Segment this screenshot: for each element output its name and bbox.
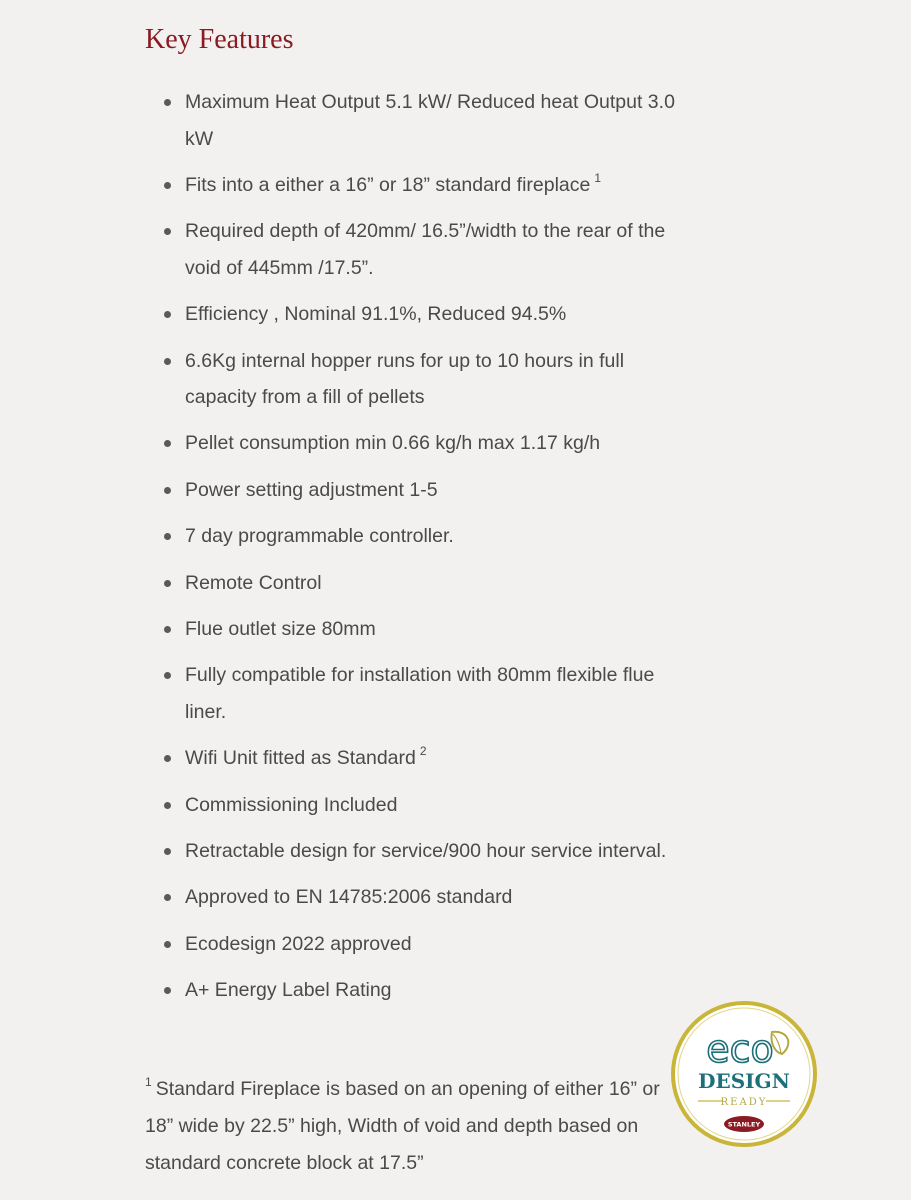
footnote-marker: 2 — [419, 744, 427, 759]
bullet-icon — [164, 894, 171, 901]
feature-text: Power setting adjustment 1-5 — [185, 478, 438, 501]
bullet-icon — [164, 802, 171, 809]
feature-item — [145, 972, 685, 1009]
footnote — [145, 1071, 665, 1182]
feature-text: Fits into a either a 16” or 18” standard fireplace — [185, 173, 591, 196]
key-features-list — [145, 84, 685, 1019]
bullet-icon — [164, 182, 171, 189]
feature-text: Required depth of 420mm/ 16.5”/width to the rear of the void of 445mm /17.5”. — [185, 220, 666, 279]
footnote-marker: 1 — [594, 170, 602, 185]
feature-item — [145, 167, 685, 204]
bullet-icon — [164, 755, 171, 762]
feature-item — [145, 740, 685, 777]
bullet-icon — [164, 987, 171, 994]
bullet-icon — [164, 99, 171, 106]
feature-item — [145, 213, 685, 286]
bullet-icon — [164, 848, 171, 855]
feature-item — [145, 787, 685, 824]
bullet-icon — [164, 626, 171, 633]
badge-design-text: DESIGN — [698, 1069, 790, 1093]
feature-text: Retractable design for service/900 hour service interval. — [185, 840, 667, 863]
bullet-icon — [164, 533, 171, 540]
feature-text: 6.6Kg internal hopper runs for up to 10 hours in full capacity from a fill of pellets — [185, 349, 625, 409]
feature-text: Flue outlet size 80mm — [185, 618, 376, 641]
bullet-icon — [164, 580, 171, 587]
feature-text: Fully compatible for installation with 80mm flexible flue liner. — [185, 664, 655, 723]
bullet-icon — [164, 672, 171, 679]
bullet-icon — [164, 358, 171, 365]
bullet-icon — [164, 941, 171, 948]
badge-eco-text: eco — [706, 1027, 774, 1071]
feature-item — [145, 833, 685, 870]
feature-item — [145, 611, 685, 648]
badge-ready-text: READY — [720, 1097, 768, 1108]
feature-item — [145, 518, 685, 555]
feature-text: Commissioning Included — [185, 793, 398, 816]
bullet-icon — [164, 311, 171, 318]
feature-text: Remote Control — [185, 571, 322, 594]
bullet-icon — [164, 487, 171, 494]
feature-text: Pellet consumption min 0.66 kg/h max 1.17 kg/h — [185, 432, 601, 455]
bullet-icon — [164, 440, 171, 447]
feature-item — [145, 472, 685, 509]
feature-item — [145, 926, 685, 963]
feature-item — [145, 296, 685, 333]
feature-item — [145, 343, 685, 416]
page-title: Key Features — [145, 24, 294, 55]
feature-text: 7 day programmable controller. — [185, 525, 454, 548]
feature-text: Wifi Unit fitted as Standard — [185, 747, 416, 770]
feature-text: Maximum Heat Output 5.1 kW/ Reduced heat Output 3.0 kW — [185, 91, 675, 150]
stanley-logo-text: STANLEY — [727, 1120, 761, 1129]
eco-design-ready-badge — [670, 1000, 818, 1148]
feature-text: Ecodesign 2022 approved — [185, 932, 412, 955]
feature-item — [145, 425, 685, 462]
feature-text: A+ Energy Label Rating — [185, 979, 392, 1002]
footnote-text: Standard Fireplace is based on an opening of either 16” or 18” wide by 22.5” high, Width of void and depth based on standard concrete block at 17.5” — [145, 1078, 660, 1174]
feature-item — [145, 565, 685, 602]
feature-text: Efficiency , Nominal 91.1%, Reduced 94.5% — [185, 303, 567, 326]
footnote-marker: 1 — [145, 1075, 152, 1089]
feature-text: Approved to EN 14785:2006 standard — [185, 886, 513, 909]
feature-item — [145, 84, 685, 157]
feature-item — [145, 657, 685, 730]
feature-item — [145, 879, 685, 916]
bullet-icon — [164, 228, 171, 235]
